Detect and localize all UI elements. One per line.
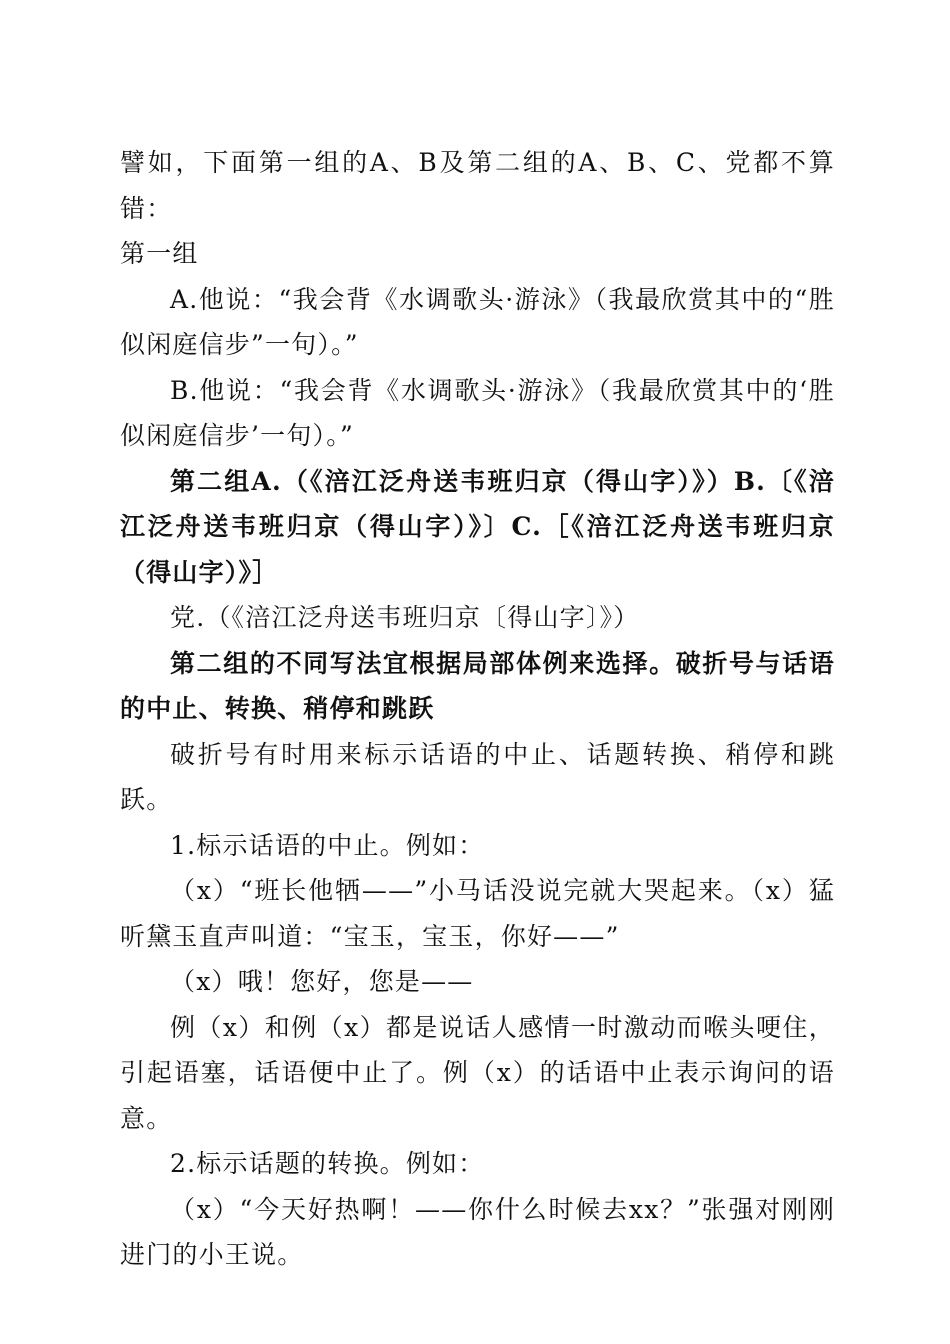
paragraph-group-one-a: A.他说：“我会背《水调歌头·游泳》（我最欣赏其中的“胜似闲庭信步”一句）。” (120, 284, 835, 359)
paragraph-point-one: 1.标示话语的中止。例如： (170, 830, 485, 860)
paragraph-example-topic-change: （x）“今天好热啊！——你什么时候去xx？”张强对刚刚进门的小王说。 (120, 1194, 835, 1269)
paragraph-example-greeting: （x）哦！您好，您是—— (170, 967, 474, 996)
paragraph-group-one-b: B.他说：“我会背《水调歌头·游泳》（我最欣赏其中的‘胜似闲庭信步’一句）。” (120, 375, 835, 450)
document-body (120, 140, 835, 1278)
paragraph-example-interruption: （x）“班长他牺——”小马话没说完就大哭起来。（x）猛听黛玉直声叫道：“宝玉，宝玉，你好——” (120, 876, 835, 951)
paragraph-dash-section-heading: 第二组的不同写法宜根据局部体例来选择。破折号与话语的中止、转换、稍停和跳跃 (120, 648, 835, 723)
paragraph-group-two-d: 党.（《涪江泛舟送韦班归京〔得山字〕》） (170, 603, 640, 632)
paragraph-group-two: 第二组A.（《涪江泛舟送韦班归京（得山字）》）B.〔《涪江泛舟送韦班归京（得山字）》〕C.［《涪江泛舟送韦班归京（得山字）》］ (120, 466, 835, 587)
paragraph-group-one-heading: 第一组 (120, 239, 199, 268)
paragraph-intro: 譬如，下面第一组的A、B及第二组的A、B、C、党都不算错： (120, 148, 835, 223)
paragraph-dash-usage: 破折号有时用来标示话语的中止、话题转换、稍停和跳跃。 (120, 739, 835, 814)
paragraph-explanation: 例（x）和例（x）都是说话人感情一时激动而喉头哽住，引起语塞，话语便中止了。例（x）的话语中止表示询问的语意。 (120, 1012, 835, 1133)
paragraph-point-two: 2.标示话题的转换。例如： (170, 1149, 485, 1178)
